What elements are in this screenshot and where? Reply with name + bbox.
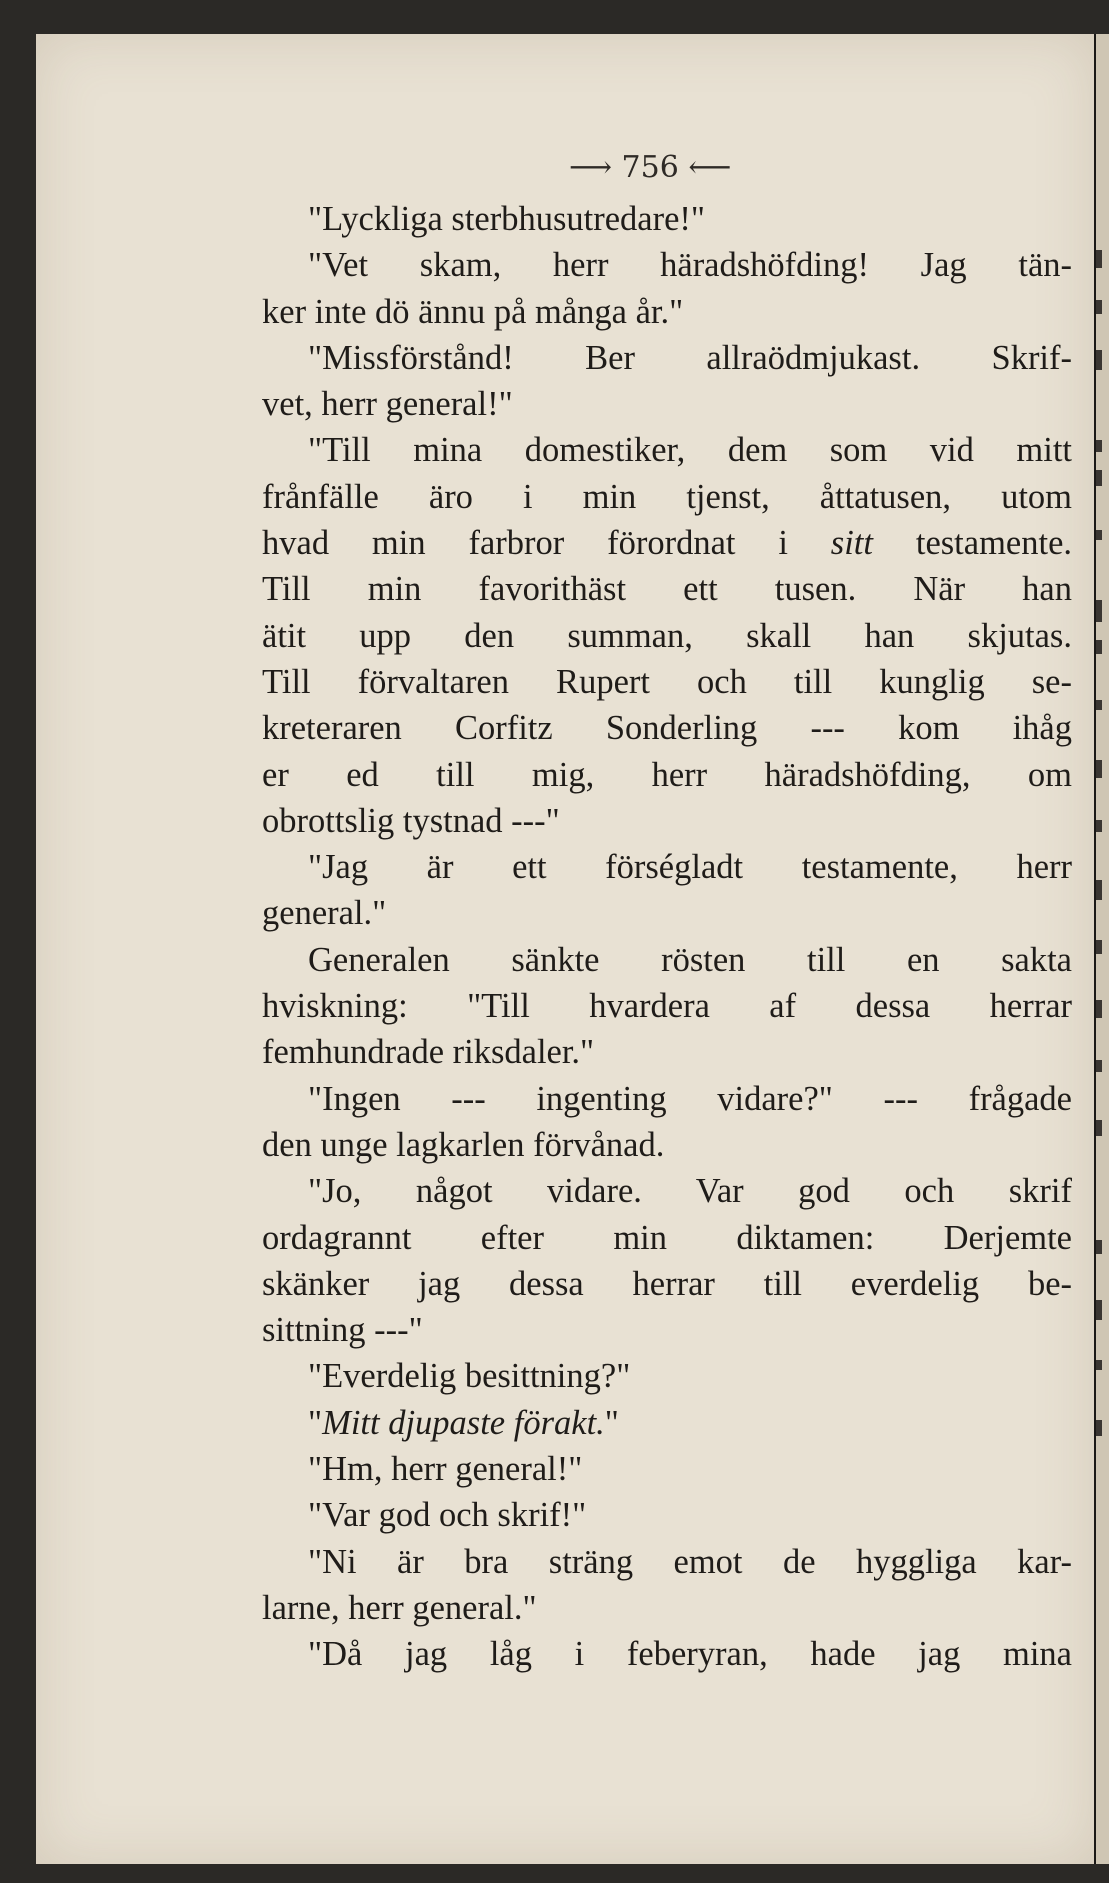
edge-mark bbox=[1096, 440, 1102, 452]
edge-mark bbox=[1096, 1300, 1102, 1320]
text-line bbox=[262, 474, 1072, 520]
text-line bbox=[262, 705, 1072, 751]
edge-mark bbox=[1096, 470, 1102, 486]
line-text: "Jo, något vidare. Var god och skrif bbox=[308, 1172, 1072, 1211]
edge-mark bbox=[1096, 300, 1102, 314]
edge-mark bbox=[1096, 1120, 1102, 1136]
line-text: ker inte dö ännu på många år." bbox=[262, 292, 684, 331]
edge-mark bbox=[1096, 600, 1102, 622]
line-text: "Ni är bra sträng emot de hyggliga kar- bbox=[308, 1542, 1072, 1581]
text-line bbox=[262, 1446, 1072, 1492]
italic-text: Mitt djupaste förakt. bbox=[322, 1403, 605, 1442]
line-text: hviskning: "Till hvardera af dessa herrar bbox=[262, 987, 1072, 1026]
text-line bbox=[262, 890, 1072, 936]
edge-mark bbox=[1096, 640, 1102, 654]
edge-mark bbox=[1096, 760, 1102, 778]
line-text: frånfälle äro i min tjenst, åttatusen, utom bbox=[262, 477, 1072, 516]
line-text: Till min favorithäst ett tusen. När han bbox=[262, 570, 1072, 609]
line-text: "Hm, herr general!" bbox=[308, 1450, 583, 1489]
text-line bbox=[262, 1400, 1072, 1446]
edge-mark bbox=[1096, 1360, 1102, 1370]
line-text: vet, herr general!" bbox=[262, 385, 513, 424]
edge-mark bbox=[1096, 1420, 1102, 1436]
line-text: er ed till mig, herr häradshöfding, om bbox=[262, 755, 1072, 794]
text-line bbox=[262, 1261, 1072, 1307]
text-line bbox=[262, 242, 1072, 288]
text-line bbox=[262, 520, 1072, 566]
text-line bbox=[262, 1168, 1072, 1214]
text-line bbox=[262, 1029, 1072, 1075]
edge-mark bbox=[1096, 820, 1102, 832]
line-text: ätit upp den summan, skall han skjutas. bbox=[262, 616, 1072, 655]
text-line bbox=[262, 381, 1072, 427]
text-line bbox=[262, 983, 1072, 1029]
page-number: ⟶ 756 ⟵ bbox=[569, 150, 732, 185]
line-text: larne, herr general." bbox=[262, 1588, 537, 1627]
text-line bbox=[262, 1076, 1072, 1122]
line-text: Till förvaltaren Rupert och till kunglig se- bbox=[262, 662, 1072, 701]
line-text-after: " bbox=[604, 1403, 619, 1442]
line-text: "Missförstånd! Ber allraödmjukast. Skrif- bbox=[308, 338, 1072, 377]
text-line bbox=[262, 566, 1072, 612]
line-text: general." bbox=[262, 894, 387, 933]
text-line bbox=[262, 196, 1072, 242]
text-line bbox=[262, 1307, 1072, 1353]
line-text: "Everdelig besittning?" bbox=[308, 1357, 631, 1396]
line-text: " bbox=[308, 1403, 323, 1442]
text-line bbox=[262, 427, 1072, 473]
text-line bbox=[262, 937, 1072, 983]
text-line bbox=[262, 1585, 1072, 1631]
line-text: femhundrade riksdaler." bbox=[262, 1033, 595, 1072]
edge-mark bbox=[1096, 250, 1102, 268]
text-line bbox=[262, 289, 1072, 335]
text-line bbox=[262, 844, 1072, 890]
line-text-after: testamente. bbox=[915, 524, 1072, 563]
body-text bbox=[262, 196, 1072, 1678]
line-text: "Vet skam, herr häradshöfding! Jag tän- bbox=[308, 246, 1072, 285]
line-text: "Till mina domestiker, dem som vid mitt bbox=[308, 431, 1072, 470]
text-line bbox=[262, 752, 1072, 798]
text-line bbox=[262, 1631, 1072, 1677]
italic-text: sitt bbox=[830, 524, 873, 563]
text-line bbox=[262, 1353, 1072, 1399]
edge-mark bbox=[1096, 880, 1102, 900]
line-text: "Var god och skrif!" bbox=[308, 1496, 587, 1535]
edge-mark bbox=[1096, 1240, 1102, 1254]
line-text: "Ingen --- ingenting vidare?" --- frågade bbox=[308, 1079, 1072, 1118]
line-text: den unge lagkarlen förvånad. bbox=[262, 1125, 665, 1164]
text-line bbox=[262, 1539, 1072, 1585]
edge-mark bbox=[1096, 1000, 1102, 1018]
line-text: "Jag är ett förségladt testamente, herr bbox=[308, 848, 1072, 887]
edge-mark bbox=[1096, 350, 1102, 370]
edge-mark bbox=[1096, 700, 1102, 710]
text-line bbox=[262, 1215, 1072, 1261]
line-text: "Lyckliga sterbhusutredare!" bbox=[308, 200, 705, 238]
line-text: skänker jag dessa herrar till everdelig be- bbox=[262, 1264, 1072, 1303]
text-line bbox=[262, 335, 1072, 381]
edge-mark bbox=[1096, 1060, 1102, 1072]
line-text: ordagrannt efter min diktamen: Derjemte bbox=[262, 1218, 1072, 1257]
edge-mark bbox=[1096, 940, 1102, 954]
edge-mark bbox=[1096, 530, 1102, 540]
text-line bbox=[262, 1122, 1072, 1168]
text-line bbox=[262, 659, 1072, 705]
line-text: kreteraren Corfitz Sonderling --- kom ihåg bbox=[262, 709, 1072, 748]
text-line bbox=[262, 1492, 1072, 1538]
line-text: hvad min farbror förordnat i bbox=[262, 524, 788, 563]
line-text: "Då jag låg i feberyran, hade jag mina bbox=[308, 1635, 1072, 1674]
text-line bbox=[262, 613, 1072, 659]
text-line bbox=[262, 798, 1072, 844]
line-text: sittning ---" bbox=[262, 1311, 423, 1350]
line-text: obrottslig tystnad ---" bbox=[262, 801, 560, 840]
line-text: Generalen sänkte rösten till en sakta bbox=[308, 940, 1072, 979]
